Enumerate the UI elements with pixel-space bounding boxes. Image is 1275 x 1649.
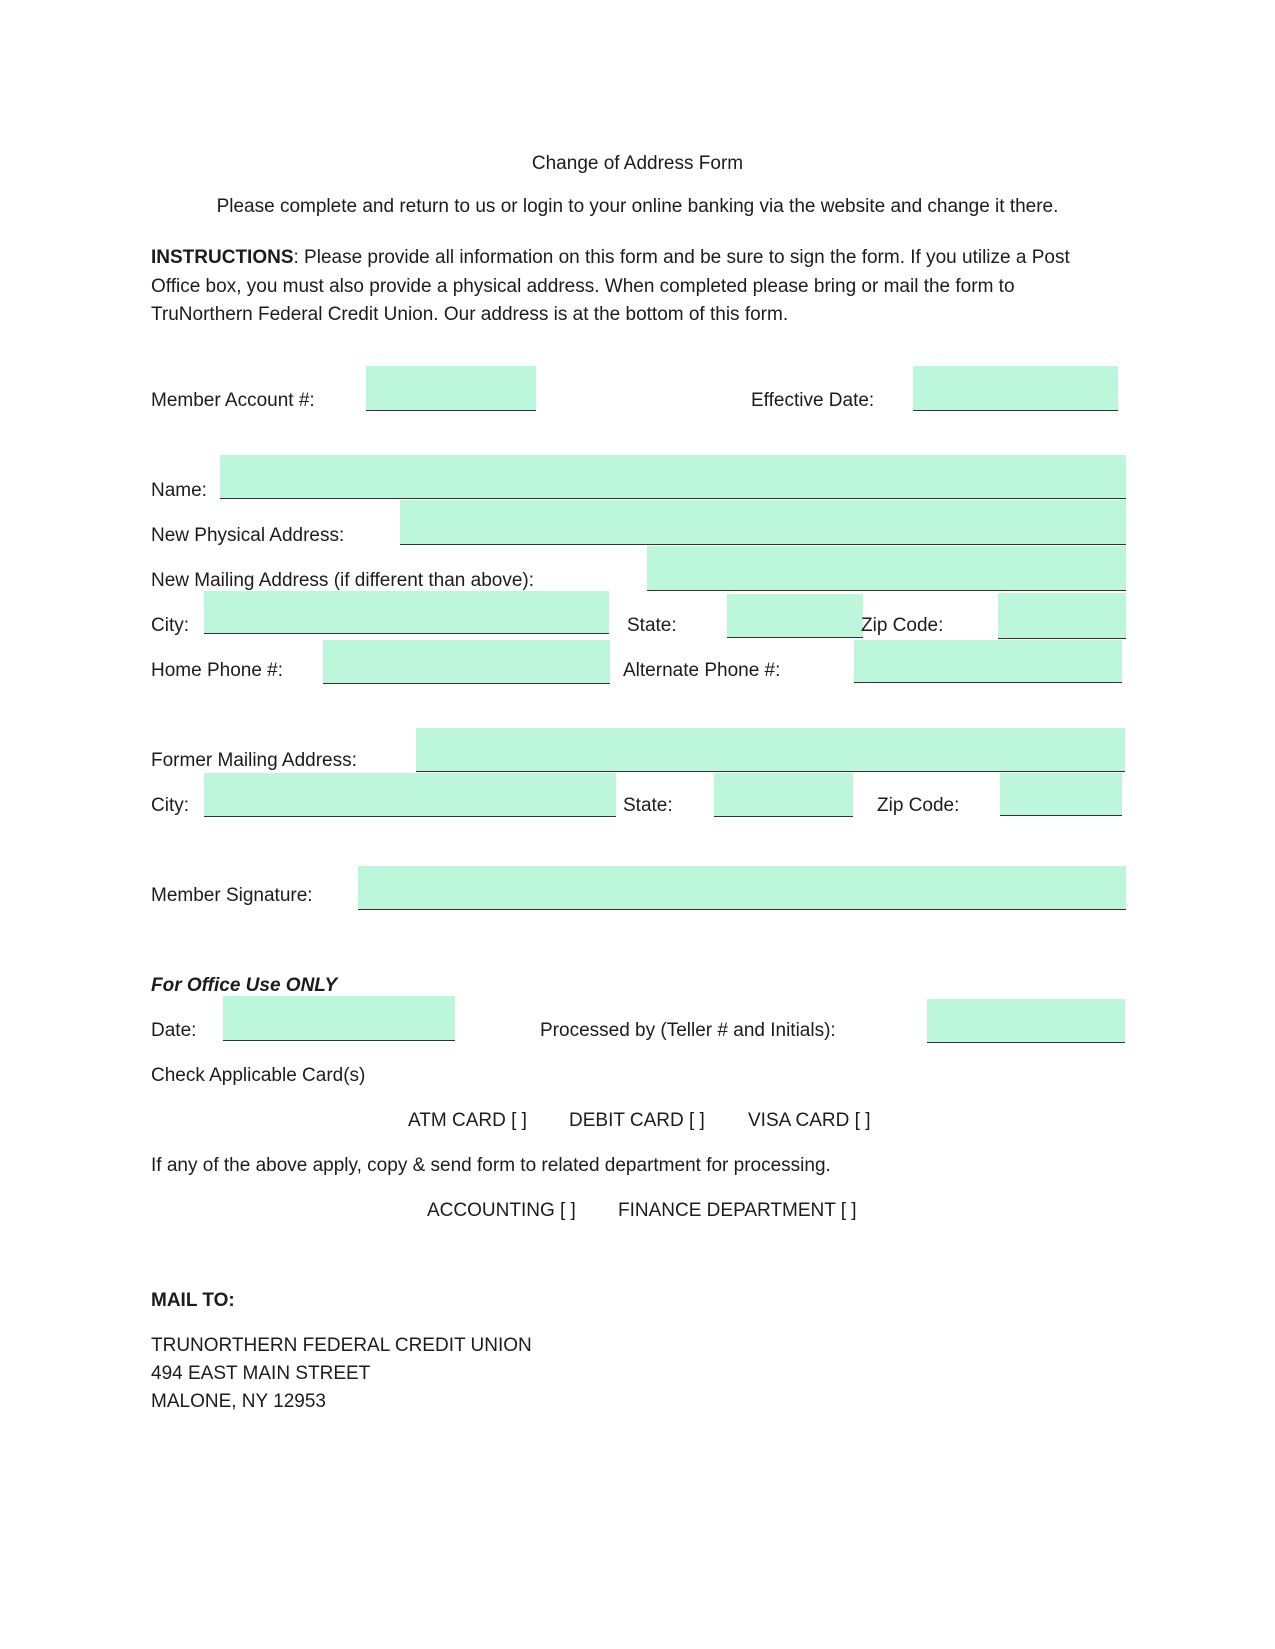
former-state-field[interactable] xyxy=(714,773,853,817)
home-phone-field[interactable] xyxy=(323,640,610,684)
former-zip-field[interactable] xyxy=(1000,773,1122,816)
mail-to-line-1: TRUNORTHERN FEDERAL CREDIT UNION xyxy=(151,1335,532,1356)
new-physical-address-label: New Physical Address: xyxy=(151,525,345,546)
alternate-phone-field[interactable] xyxy=(854,640,1122,683)
member-account-label: Member Account #: xyxy=(151,390,315,411)
new-mailing-address-label: New Mailing Address (if different than above): xyxy=(151,570,535,591)
former-zip-label: Zip Code: xyxy=(877,795,960,816)
instructions-paragraph xyxy=(151,244,1111,330)
former-city-label: City: xyxy=(151,795,189,816)
alternate-phone-label: Alternate Phone #: xyxy=(623,660,781,681)
new-state-label: State: xyxy=(627,615,677,636)
new-physical-address-field[interactable] xyxy=(400,500,1126,545)
form-title: Change of Address Form xyxy=(531,153,744,174)
former-mailing-address-label: Former Mailing Address: xyxy=(151,750,357,771)
check-cards-label: Check Applicable Card(s) xyxy=(151,1065,366,1086)
name-label: Name: xyxy=(151,480,207,501)
member-account-field[interactable] xyxy=(366,366,536,411)
office-date-label: Date: xyxy=(151,1020,197,1041)
new-mailing-address-field[interactable] xyxy=(647,546,1126,591)
instructions-heading: INSTRUCTIONS xyxy=(151,247,294,268)
new-city-label: City: xyxy=(151,615,189,636)
processed-by-label: Processed by (Teller # and Initials): xyxy=(540,1020,836,1041)
office-date-field[interactable] xyxy=(223,996,455,1041)
member-signature-label: Member Signature: xyxy=(151,885,313,906)
instructions-text: : Please provide all information on this form and be sure to sign the form. If you utilize a Post Office box, you must also provide a physical address. When completed please bring or mail the form to TruNorthern Federal Credit Union. Our address is at the bottom of this form. xyxy=(151,247,1070,325)
home-phone-label: Home Phone #: xyxy=(151,660,284,681)
former-city-field[interactable] xyxy=(204,773,616,817)
new-zip-field[interactable] xyxy=(998,593,1126,639)
finance-department-checkbox[interactable]: FINANCE DEPARTMENT [ ] xyxy=(618,1200,857,1221)
visa-card-checkbox[interactable]: VISA CARD [ ] xyxy=(748,1110,871,1131)
member-signature-field[interactable] xyxy=(358,866,1126,910)
former-state-label: State: xyxy=(623,795,673,816)
mail-to-line-2: 494 EAST MAIN STREET xyxy=(151,1363,371,1384)
new-zip-label: Zip Code: xyxy=(861,615,944,636)
effective-date-label: Effective Date: xyxy=(751,390,875,411)
processed-by-field[interactable] xyxy=(927,999,1125,1043)
office-use-heading: For Office Use ONLY xyxy=(151,975,338,996)
form-subtitle: Please complete and return to us or login to your online banking via the website and change it there. xyxy=(216,196,1059,217)
atm-card-checkbox[interactable]: ATM CARD [ ] xyxy=(408,1110,527,1131)
debit-card-checkbox[interactable]: DEBIT CARD [ ] xyxy=(569,1110,705,1131)
effective-date-field[interactable] xyxy=(913,366,1118,411)
apply-note: If any of the above apply, copy & send form to related department for processing. xyxy=(151,1155,831,1176)
mail-to-line-3: MALONE, NY 12953 xyxy=(151,1391,326,1412)
former-mailing-address-field[interactable] xyxy=(416,728,1125,772)
name-field[interactable] xyxy=(220,455,1126,499)
new-state-field[interactable] xyxy=(727,594,863,638)
accounting-checkbox[interactable]: ACCOUNTING [ ] xyxy=(427,1200,576,1221)
mail-to-heading: MAIL TO: xyxy=(151,1290,235,1311)
new-city-field[interactable] xyxy=(204,591,609,634)
